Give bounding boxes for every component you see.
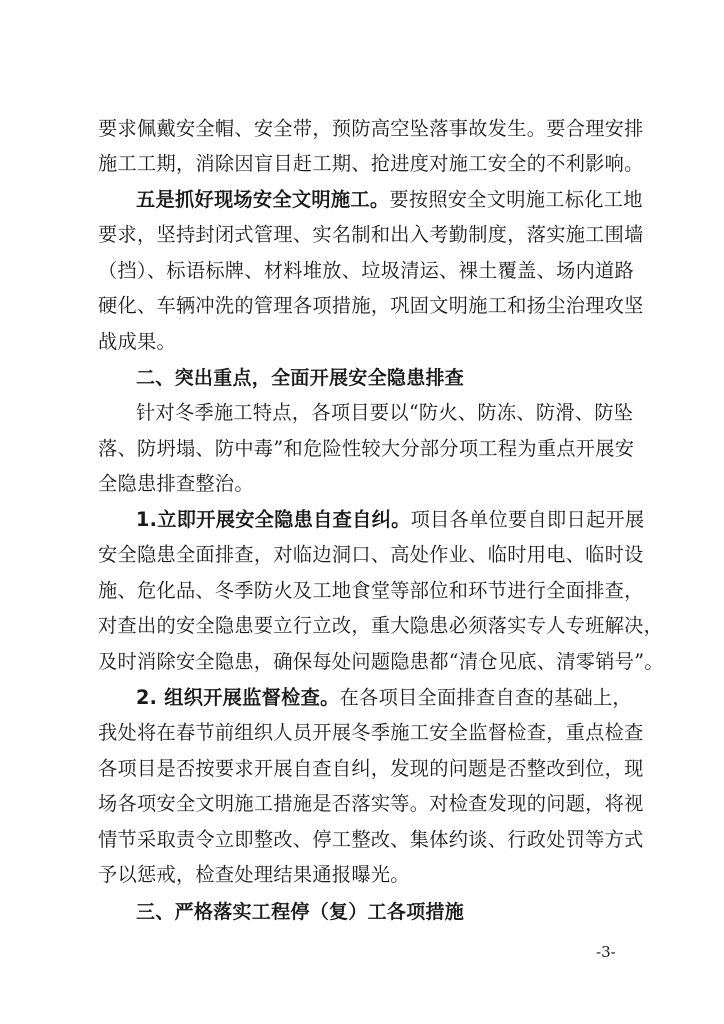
body-line (98, 858, 638, 892)
body-line (98, 218, 644, 252)
text-run: 情节采取责令立即整改、停工整改、集体约谈、行政处罚等方式 (98, 828, 644, 851)
section-heading-2 (136, 361, 638, 395)
body-line (98, 254, 638, 288)
text-run: 施、危化品、冬季防火及工地食堂等部位和环节进行全面排查， (98, 579, 644, 602)
text-run: 及时消除安全隐患，确保每处问题隐患都“清仓见底、清零销号”。 (98, 650, 664, 673)
body-line (98, 716, 644, 750)
text-run: 全隐患排查整治。 (98, 472, 254, 495)
body-line (98, 289, 644, 323)
text-run: 予以惩戒，检查处理结果通报曝光。 (98, 863, 410, 886)
body-line (136, 396, 638, 430)
paragraph-five-lead-line (136, 183, 643, 217)
text-run: （挡）、标语标牌、材料堆放、垃圾清运、裸土覆盖、场内道路 (98, 259, 635, 282)
section-heading-text: 三、严格落实工程停（复）工各项措施 (136, 901, 465, 923)
text-run: 要求，坚持封闭式管理、实名制和出入考勤制度，落实施工围墙 (98, 223, 644, 246)
text-run: 要按照安全文明施工标化工地 (389, 188, 643, 211)
body-line (98, 112, 644, 146)
body-line (98, 147, 644, 181)
text-run: 硬化、车辆冲洗的管理各项措施，巩固文明施工和扬尘治理攻坚 (98, 294, 644, 317)
section-heading-text: 二、突出重点，全面开展安全隐患排查 (136, 367, 465, 389)
text-run: 战成果。 (98, 330, 176, 353)
text-run: 安全隐患全面排查，对临边洞口、高处作业、临时用电、临时设 (98, 543, 644, 566)
item-lead-bold: 1.立即开展安全隐患自查自纠。 (136, 508, 411, 531)
text-run: 针对冬季施工特点，各项目要以“防火、防冻、防滑、防坠 (136, 401, 634, 424)
text-run: 对查出的安全隐患要立行立改，重大隐患必须落实专人专班解决， (98, 614, 664, 637)
text-run: 各项目是否按要求开展自查自纠，发现的问题是否整改到位，现 (98, 757, 644, 780)
body-line (98, 467, 638, 501)
body-line (98, 325, 638, 359)
section-heading-3 (136, 895, 638, 929)
item-lead-bold: 2. 组织开展监督检查。 (136, 686, 340, 709)
text-run: 落、防坍塌、防中毒”和危险性较大分部分项工程为重点开展安 (98, 437, 635, 460)
text-run: 施工工期，消除因盲目赶工期、抢进度对施工安全的不利影响。 (98, 152, 644, 175)
body-line (98, 752, 644, 786)
item-1-lead-line (136, 503, 645, 537)
body-line (98, 432, 638, 466)
text-run: 场各项安全文明施工措施是否落实等。对检查发现的问题，将视 (98, 792, 644, 815)
text-run: 要求佩戴安全帽、安全带，预防高空坠落事故发生。要合理安排 (98, 117, 644, 140)
body-line (98, 574, 644, 608)
body-line (98, 609, 664, 643)
page-number: -3- (596, 943, 616, 961)
text-run: 在各项目全面排查自查的基础上， (339, 686, 632, 709)
body-line (98, 538, 644, 572)
body-line (98, 823, 644, 857)
body-line (98, 787, 644, 821)
item-2-lead-line (136, 681, 638, 715)
paragraph-lead-bold: 五是抓好现场安全文明施工。 (136, 188, 390, 211)
text-run: 项目各单位要自即日起开展 (410, 508, 645, 531)
text-run: 我处将在春节前组织人员开展冬季施工安全监督检查，重点检查 (98, 721, 644, 744)
body-line (98, 645, 664, 679)
